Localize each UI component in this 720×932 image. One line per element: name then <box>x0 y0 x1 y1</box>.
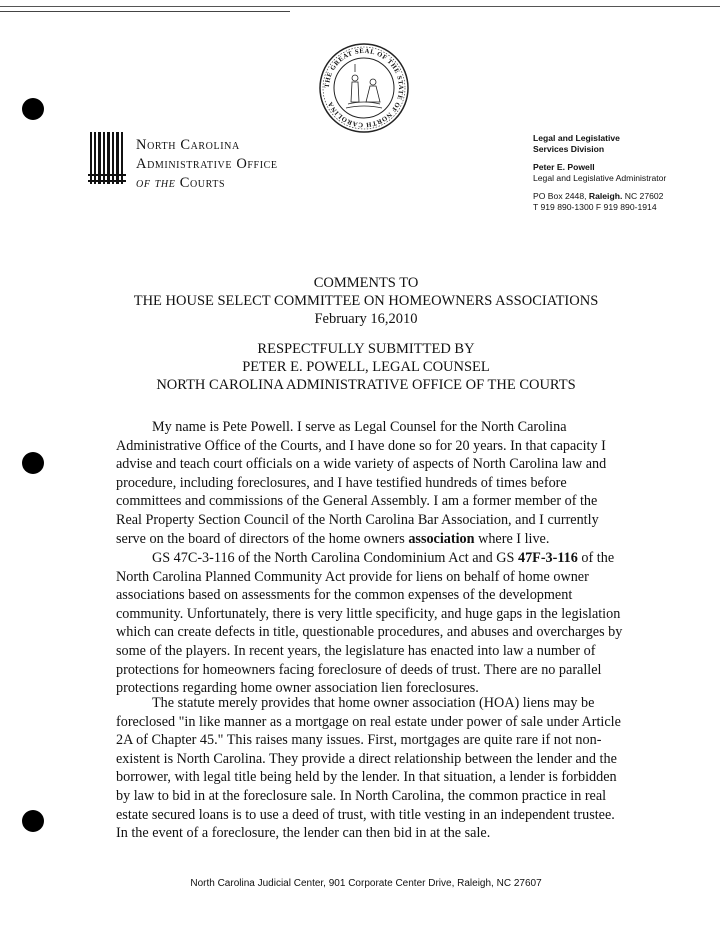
person-title: Legal and Legislative Administrator <box>533 173 667 183</box>
heading-line-5: PETER E. POWELL, LEGAL COUNSEL <box>242 359 490 375</box>
heading-line-1: COMMENTS TO <box>313 275 419 291</box>
org-line-3 <box>136 174 278 193</box>
paragraph-3 <box>116 694 624 843</box>
address-state-zip: NC 27602 <box>624 191 664 201</box>
division-contact-block <box>533 133 666 213</box>
org-line-1: North Carolina <box>136 137 240 153</box>
address-line <box>533 191 666 202</box>
paragraph-2-bold: 47F-3-116 <box>517 550 578 566</box>
document-heading <box>0 274 720 328</box>
heading-line-6: NORTH CAROLINA ADMINISTRATIVE OFFICE OF THE COURTS <box>156 377 576 393</box>
org-line-2: Administrative Office <box>136 156 278 172</box>
submitted-by <box>0 340 720 394</box>
phone-line: T 919 890-1300 F 919 890-1914 <box>533 202 657 212</box>
paragraph-2-end: of the North Carolina Planned Community Act provide for liens on behalf of home owner associations based on assessments for the common expenses of the development community. Unfortunately, there is very little specificity, and huge gaps in the legislation which can create defects in title, questionable procedures, and abuses and overcharges by some of the players. In recent years, the legislature has enacted into law a number of protections for homeowners facing foreclosure of deeds of trust. There are no parallel protections regarding home owner association lien foreclosures. <box>116 550 623 697</box>
paragraph-1-text: My name is Pete Powell. I serve as Legal Counsel for the North Carolina Administrative Office of the Courts, and I have done so for 20 years. In that capacity I advise and teach court officials on a wide variety of aspects of North Carolina law and procedure, including foreclosures, and I have testified hundreds of times before committees and commissions of the General Assembly. I am a former member of the Real Property Section Council of the North Carolina Bar Association, and I currently serve on the board of directors of the home owners <box>116 419 607 547</box>
svg-text:THE GREAT SEAL OF THE STATE OF <box>324 48 404 128</box>
punch-hole-top <box>22 98 44 120</box>
address-city: Raleigh. <box>588 191 623 201</box>
division-line-1: Legal and Legislative <box>533 133 620 143</box>
punch-hole-middle <box>22 452 44 474</box>
paragraph-3-text: The statute merely provides that home owner association (HOA) liens may be foreclosed "in like manner as a mortgage on real estate under power of sale under Article 2A of Chapter 45." This raises many issues. First, mortgages are quite rare if not non-existent is North Carolina. They provide a direct relationship between the lender and the borrower, with legal title being held by the lender. In that situation, a lender is forbidden by law to bid in at the foreclosure sale. In North Carolina, the common practice in real estate secured loans is to use a deed of trust, with title vesting in an independent trustee. In the event of a foreclosure, the lender can then bid in at the sale. <box>116 695 621 842</box>
heading-line-4: RESPECTFULLY SUBMITTED BY <box>257 341 475 357</box>
org-courts: Courts <box>179 175 226 191</box>
paragraph-1-bold: association <box>408 530 475 547</box>
address-po: PO Box 2448, <box>533 191 587 201</box>
person-name: Peter E. Powell <box>533 162 595 172</box>
paragraph-2 <box>116 549 624 698</box>
top-rule-short <box>0 11 290 12</box>
top-rule <box>0 6 720 7</box>
punch-hole-bottom <box>22 810 44 832</box>
org-of-the: of the <box>136 175 176 191</box>
heading-line-2: THE HOUSE SELECT COMMITTEE ON HOMEOWNERS ASSOCIATIONS <box>133 293 599 309</box>
aoc-org-name <box>136 136 278 193</box>
division-line-2: Services Division <box>533 144 605 154</box>
aoc-logo-icon <box>88 130 126 186</box>
paragraph-1-end: where I live. <box>474 530 550 547</box>
heading-line-3: February 16,2010 <box>314 311 418 327</box>
paragraph-1 <box>116 418 624 548</box>
state-seal-icon <box>318 42 410 134</box>
seal-text: THE GREAT SEAL OF THE STATE OF NORTH CAROLINA <box>323 47 405 129</box>
footer-address: North Carolina Judicial Center, 901 Corporate Center Drive, Raleigh, NC 27607 <box>190 878 542 889</box>
paragraph-2-text: GS 47C-3-116 of the North Carolina Condominium Act and GS <box>152 550 518 566</box>
